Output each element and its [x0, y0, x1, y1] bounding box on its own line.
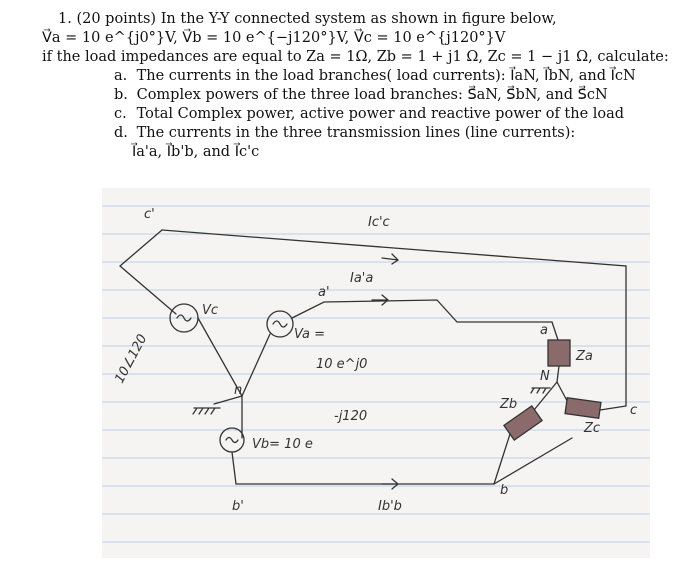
label-b: b	[500, 483, 509, 498]
question-text: The currents in the load branches( load currents): I⃗aN, I⃗bN, and I⃗cN	[136, 68, 636, 84]
problem-header	[58, 10, 688, 29]
question-text: Complex powers of the three load branches: S⃗aN, S⃗bN, and S⃗cN	[136, 87, 608, 103]
label-n: n	[234, 383, 243, 398]
question-label: b.	[114, 87, 128, 103]
label-i-cc: Ic'c	[368, 215, 390, 230]
label-i-bb: Ib'b	[378, 499, 402, 514]
problem-header-text: (20 points) In the Y-Y connected system as shown in figure below,	[76, 11, 557, 27]
impedance-line: if the load impedances are equal to Za = 1Ω, Zb = 1 + j1 Ω, Zc = 1 − j1 Ω, calculate:	[42, 49, 669, 65]
label-b-prime: b'	[232, 499, 244, 514]
label-va: Va =	[294, 327, 326, 342]
question-d-continuation: I⃗a'a, I⃗b'b, and I⃗c'c	[132, 144, 260, 160]
circuit-sketch	[102, 188, 650, 558]
notebook-paper	[102, 188, 650, 558]
label-N: N	[540, 369, 550, 384]
question-item	[110, 86, 688, 105]
circuit-figure	[102, 188, 650, 558]
question-label: a.	[114, 68, 128, 84]
label-a-prime: a'	[318, 285, 330, 300]
source-voltages: V⃗a = 10 e^{j0°}V, V⃗b = 10 e^{−j120°}V, V⃗c = 10 e^{j120°}V	[42, 30, 506, 46]
label-i-aa: Ia'a	[350, 271, 374, 286]
question-text: Total Complex power, active power and reactive power of the load	[136, 106, 625, 122]
impedance-za	[548, 340, 570, 366]
problem-statement	[42, 10, 688, 162]
problem-number: 1.	[58, 11, 72, 27]
label-zc: Zc	[584, 421, 601, 436]
label-zb: Zb	[500, 397, 518, 412]
label-vc: Vc	[202, 303, 219, 318]
label-vb: Vb= 10 e	[252, 437, 313, 452]
label-vc-value: 10∠120	[112, 332, 151, 386]
question-item	[110, 67, 688, 86]
question-item	[110, 124, 688, 143]
label-c: c	[630, 403, 638, 418]
label-vb-exponent: -j120	[334, 409, 368, 424]
question-label: d.	[114, 125, 128, 141]
label-c-prime: c'	[144, 207, 155, 222]
label-va-value: 10 e^j0	[316, 357, 368, 372]
question-text: The currents in the three transmission lines (line currents):	[136, 125, 576, 141]
question-item	[110, 105, 688, 124]
label-a: a	[540, 323, 548, 338]
question-list	[110, 67, 688, 162]
label-za: Za	[576, 349, 593, 364]
question-label: c.	[114, 106, 127, 122]
